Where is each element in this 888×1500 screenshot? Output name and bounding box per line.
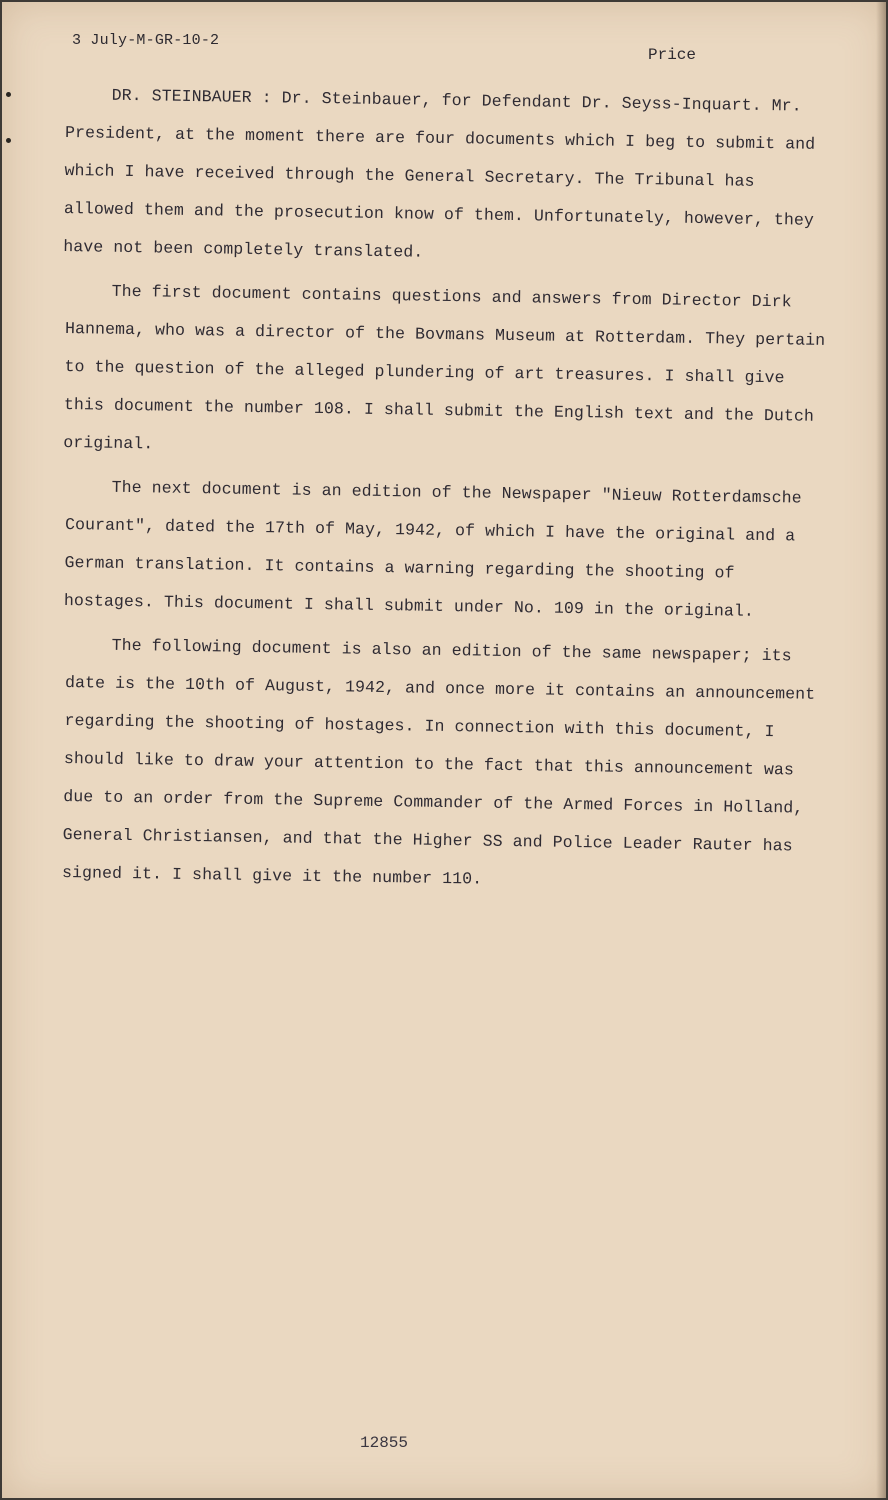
document-page [2,2,886,1498]
page-number: 12855 [360,1434,409,1452]
paragraph: The first document contains questions and answers from Director Dirk Hannema, who was a director of the Bovmans Museum at Rotterdam. They pertain to the question of the alleged plundering of art treasures. I shall give this document the number 108. I shall submit the English text and the Dutch original. [63,281,826,454]
page-edge-shadow [876,2,886,1498]
speaker-name: Price [647,46,696,64]
punch-hole-mark [6,138,11,143]
paragraph: The next document is an edition of the Newspaper "Nieuw Rotterdamsche Courant", dated the 17th of May, 1942, of which I have the original and a German translation. It contains a warning regarding the shooting of hostages. This document I shall submit under No. 109 in the original. [63,477,802,621]
paragraph: DR. STEINBAUER : Dr. Steinbauer, for Defendant Dr. Seyss-Inquart. Mr. President, at the moment there are four documents which I beg to submit and which I have received through the General Secretary. The Tribunal has allowed them and the prosecution know of them. Unfortunately, however, they have not been completely translated. [63,85,816,262]
document-id: 3 July-M-GR-10-2 [72,32,220,49]
transcript-body [61,76,831,892]
paragraph: The following document is also an edition of the same newspaper; its date is the 10th of August, 1942, and once more it contains an announcement regarding the shooting of hostages. In connection with this document, I should like to draw your attention to the fact that this announcement was due to an order from the Supreme Commander of the Armed Forces in Holland, General Christiansen, and that the Higher SS and Police Leader Rauter has signed it. I shall give it the number 110. [61,635,816,889]
punch-hole-mark [6,92,11,97]
